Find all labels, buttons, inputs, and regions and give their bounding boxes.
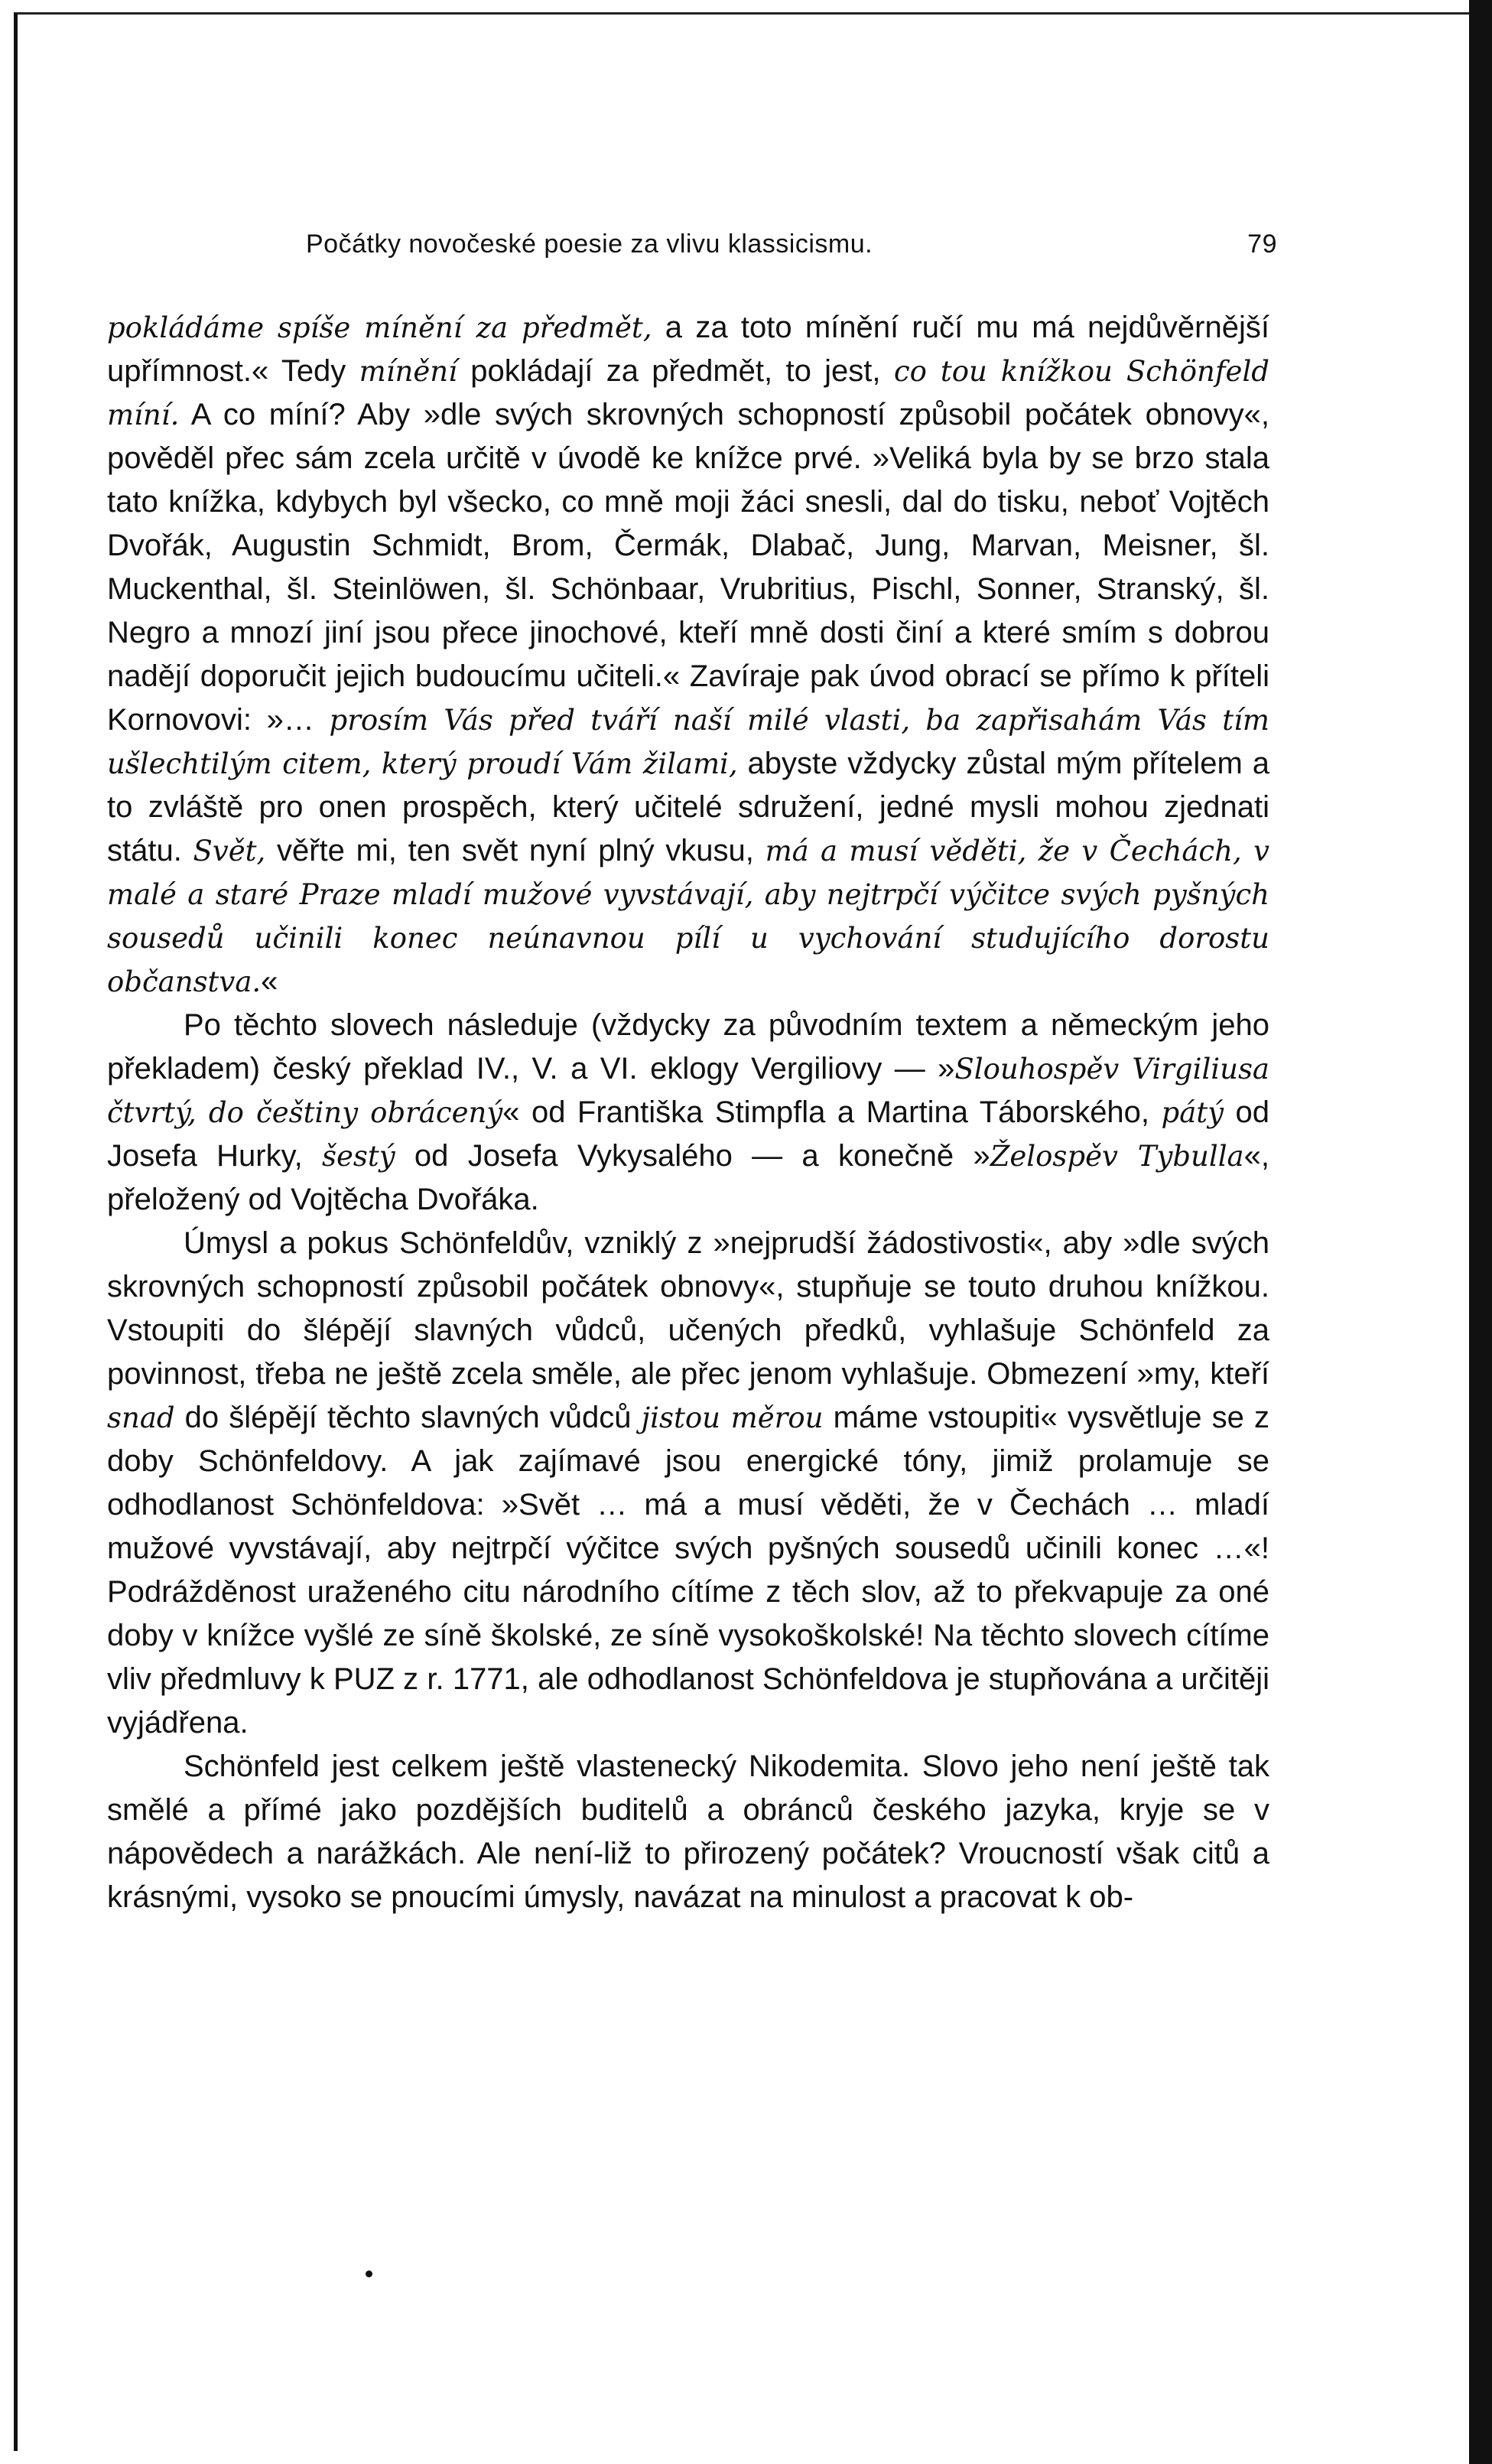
text-run: « od Františka Stimpfla a Martina Táborského, xyxy=(502,1095,1162,1129)
italic-run: Želospěv Tybulla xyxy=(990,1140,1244,1173)
text-run: « xyxy=(261,965,278,998)
body-text xyxy=(107,306,1269,1919)
text-run: pokládají za předmět, to jest, xyxy=(457,354,894,388)
ink-speck xyxy=(366,2270,372,2277)
paragraph xyxy=(107,1745,1269,1919)
italic-run: šestý xyxy=(322,1140,395,1173)
text-run: Úmysl a pokus Schönfeldův, vzniklý z »nejprudší žádostivosti«, aby »dle svých skrovných schopností způsobil počátek obnovy«, stupňuje se touto druhou knížkou. Vstoupiti do šlépějí slavných vůdců, učených předků, vyhlašuje Schönfeld za povinnost, třeba ne ještě zcela směle, ale přec jenom vyhlašuje. Obmezení »my, kteří xyxy=(107,1226,1269,1391)
text-run: abyste vždycky zůstal mým přítelem a to zvláště pro onen prospěch, který učitelé sdružení, jedné mysli mohou zjednati státu. xyxy=(107,747,1270,867)
text-run: od Josefa Hurky, xyxy=(107,1095,1269,1173)
text-run: Schönfeld jest celkem ještě vlastenecký Nikodemita. Slovo jeho není ještě tak smělé a přímé jako pozdějších buditelů a obránců českého jazyka, kryje se v nápovědech a narážkách. Ale není-liž to přirozený počátek? Vroucností však citů a krásnými, vysoko se pnoucími úmysly, navázat na minulost a pracovat k ob- xyxy=(107,1750,1269,1914)
scan-border xyxy=(1469,0,1492,2464)
italic-run: pátý xyxy=(1161,1096,1224,1129)
text-run: máme vstoupiti« vysvětluje se z doby Schönfeldovy. A jak zajímavé jsou energické tóny, jimiž prolamuje se odhodlanost Schönfeldova: »Svět … má a musí věděti, že v Čechách … mladí mužové vyvstávají, aby nejtrpčí výčitce svých pyšných sousedů učinili konec …«! Podrážděnost uraženého citu národního cítíme z těch slov, až to překvapuje za oné doby v knížce vyšlé ze síně školské, ze síně vysokoškolské! Na těchto slovech cítíme vliv předmluvy k PUZ z r. 1771, ale odhodlanost Schönfeldova je stupňována a určitěji vyjádřena. xyxy=(107,1401,1269,1740)
text-run: A co míní? Aby »dle svých skrovných schopností způsobil počátek obnovy«, pověděl přec sám zcela určitě v úvodě ke knížce prvé. »Veliká byla by se brzo stala tato knížka, kdybych byl všecko, co mně moji žáci snesli, dal do tisku, neboť Vojtěch Dvořák, Augustin Schmidt, Brom, Čermák, Dlabač, Jung, Marvan, Meisner, šl. Muckenthal, šl. Steinlöwen, šl. Schönbaar, Vrubritius, Pischl, Sonner, Stranský, šl. Negro a mnozí jiní jsou přece jinochové, kteří mně dosti činí a které smím s dobrou nadějí doporučit jejich budoucímu učiteli.« Zavíraje pak úvod obrací se přímo k příteli Kornovovi: »… xyxy=(107,398,1269,737)
paragraph xyxy=(107,1004,1269,1222)
italic-run: Slouhospěv Virgiliusa čtvrtý, do češtiny obrácený xyxy=(107,1053,1269,1129)
page-number: 79 xyxy=(1247,229,1277,259)
text-run: a za toto mínění ručí mu má nejdůvěrnější upřímnost.« Tedy xyxy=(107,311,1269,388)
italic-run: jistou měrou xyxy=(641,1401,824,1434)
text-run: od Josefa Vykysalého — a konečně » xyxy=(395,1139,990,1173)
paragraph xyxy=(107,1222,1269,1745)
italic-run: pokládáme spíše mínění za předmět, xyxy=(107,311,652,344)
text-run: Po těchto slovech následuje (vždycky za původním textem a německým jeho překladem) český překlad IV., V. a VI. eklogy Vergiliovy — » xyxy=(107,1008,1269,1086)
text-run: «, přeložený od Vojtěcha Dvořáka. xyxy=(107,1139,1269,1216)
italic-run: Svět, xyxy=(193,835,266,867)
running-title: Počátky novočeské poesie za vlivu klassicismu. xyxy=(306,229,873,259)
italic-run: co tou knížkou Schönfeld míní. xyxy=(107,355,1269,431)
italic-run: mínění xyxy=(359,355,457,388)
text-run: do šlépějí těchto slavných vůdců xyxy=(174,1401,642,1434)
italic-run: má a musí věděti, že v Čechách, v malé a staré Praze mladí mužové vyvstávají, aby nejtrpčí výčitce svých pyšných sousedů učinili konec neúnavnou pílí u vychování studujícího dorostu občanstva. xyxy=(107,835,1269,998)
italic-run: snad xyxy=(107,1401,175,1434)
paragraph xyxy=(107,306,1269,1004)
text-run: věřte mi, ten svět nyní plný vkusu, xyxy=(265,834,766,867)
italic-run: prosím Vás před tváří naší milé vlasti, ba zapřisahám Vás tím ušlechtilým citem, který proudí Vám žilami, xyxy=(107,704,1269,780)
